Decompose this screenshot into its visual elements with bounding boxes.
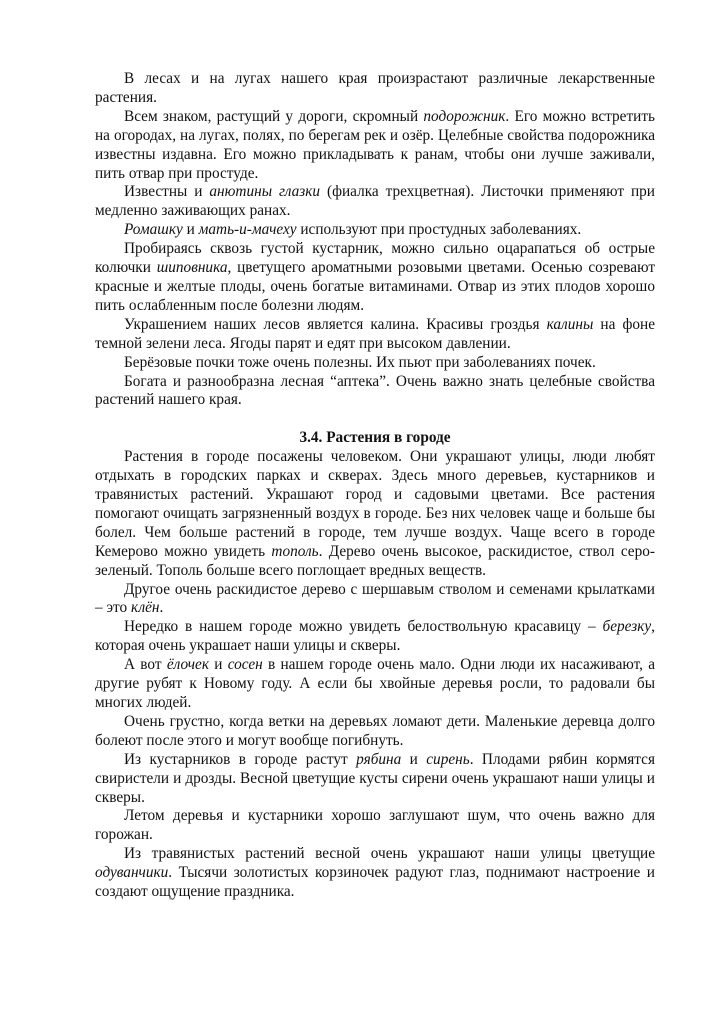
paragraph-text: на фоне темной зелени леса. Ягоды парят и едят при высоком давлении. — [95, 315, 655, 352]
italic-plant-name: клён — [131, 599, 160, 617]
paragraph-text: Берёзовые почки тоже очень полезны. Их пьют при заболеваниях почек. — [124, 353, 596, 371]
italic-plant-name: рябина — [356, 750, 402, 768]
paragraph — [95, 240, 655, 316]
italic-plant-name: ёлочек — [166, 656, 209, 674]
section-heading: 3.4. Растения в городе — [299, 429, 451, 447]
paragraph-text: используют при простудных заболеваниях. — [296, 221, 582, 239]
italic-plant-name: подорожник — [423, 107, 506, 125]
paragraph-text: Из травянистых растений весной очень украшают наши улицы цветущие — [124, 845, 655, 863]
paragraph — [95, 807, 655, 845]
paragraph — [95, 354, 655, 373]
paragraph — [95, 183, 655, 221]
paragraph — [95, 713, 655, 751]
paragraph-text: и — [182, 221, 199, 239]
italic-plant-name: калины — [546, 315, 594, 333]
section-city-plants — [95, 448, 655, 902]
paragraph — [95, 845, 655, 902]
paragraph-text: Нередко в нашем городе можно увидеть белоствольную красавицу – — [124, 618, 603, 636]
paragraph-text: . Тысячи золотистых корзиночек радуют глаз, поднимают настроение и создают ощущение праздника. — [95, 864, 655, 901]
italic-plant-name: сосен — [227, 656, 263, 674]
paragraph-text: Пробираясь сквозь густой кустарник, можно сильно оцарапаться об острые колючки — [95, 240, 655, 277]
paragraph-text: . Дерево очень высокое, раскидистое, ствол серо-зеленый. Тополь больше всего поглощает вредных веществ. — [95, 542, 655, 579]
paragraph-text: Украшением наших лесов является калина. Красивы гроздья — [124, 315, 547, 333]
paragraph-text: Всем знаком, растущий у дороги, скромный — [124, 107, 424, 125]
paragraph-text: и — [208, 656, 228, 674]
paragraph — [95, 316, 655, 354]
paragraph-text: Известны и — [124, 183, 210, 201]
italic-plant-name: мать-и-мачеху — [198, 221, 297, 239]
paragraph-text: Богата и разнообразна лесная “аптека”. Очень важно знать целебные свойства растений нашего края. — [95, 372, 655, 409]
paragraph — [95, 656, 655, 713]
paragraph-text: и — [401, 750, 427, 768]
paragraph-text: , которая очень украшает наши улицы и скверы. — [95, 618, 655, 655]
paragraph-text: Другое очень раскидистое дерево с шершавым стволом и семенами крылатками – это — [95, 580, 655, 617]
italic-plant-name: березку — [602, 618, 652, 636]
paragraph — [95, 618, 655, 656]
section-medicinal-plants — [95, 70, 655, 410]
italic-plant-name: Ромашку — [124, 221, 183, 239]
italic-plant-name: шиповника — [156, 259, 228, 277]
italic-plant-name: сирень — [426, 750, 470, 768]
paragraph-text: Летом деревья и кустарники хорошо заглушают шум, что очень важно для горожан. — [95, 807, 655, 844]
paragraph-text: Растения в городе посажены человеком. Они украшают улицы, люди любят отдыхать в городских парках и скверах. Здесь много деревьев, кустарников и травянистых растений. Украшают город и садовыми цветами. Все растения помогают очищать загрязненный воздух в городе. Без них человек чаще и больше бы болел. Чем больше растений в городе, тем лучше воздух. Чаще всего в городе Кемерово можно увидеть — [95, 448, 655, 560]
paragraph — [95, 70, 655, 108]
paragraph-text: . Плодами рябин кормятся свиристели и дрозды. Весной цветущие кусты сирени очень украшают наши улицы и скверы. — [95, 750, 655, 806]
paragraph-text: А вот — [124, 656, 167, 674]
document-page — [95, 70, 655, 902]
italic-plant-name: тополь — [271, 542, 319, 560]
italic-plant-name: одуванчики — [95, 864, 169, 882]
paragraph-text: Очень грустно, когда ветки на деревьях ломают дети. Маленькие деревца долго болеют после этого и могут вообще погибнуть. — [95, 712, 655, 749]
paragraph — [95, 581, 655, 619]
paragraph — [95, 373, 655, 411]
paragraph-text: в нашем городе очень мало. Одни люди их насаживают, а другие рубят к Новому году. А если бы хвойные деревья росли, то радовали бы многих людей. — [95, 656, 655, 711]
paragraph — [95, 221, 655, 240]
paragraph-text: . Его можно встретить на огородах, на лугах, полях, по берегам рек и озёр. Целебные свойства подорожника известны издавна. Его можно прикладывать к ранам, чтобы они лучше заживали, пить отвар при простуде. — [95, 107, 655, 182]
paragraph-text: , цветущего ароматными розовыми цветами. Осенью созревают красные и желтые плоды, очень богатые витаминами. Отвар из этих плодов хорошо пить ослабленным после болезни людям. — [95, 259, 656, 314]
paragraph — [95, 108, 655, 184]
italic-plant-name: анютины глазки — [209, 183, 321, 201]
paragraph — [95, 751, 655, 808]
paragraph-text: В лесах и на лугах нашего края произрастают различные лекарственные растения. — [95, 70, 655, 106]
paragraph-text: Из кустарников в городе растут — [124, 750, 357, 768]
paragraph-text: (фиалка трехцветная). Листочки применяют при медленно заживающих ранах. — [95, 183, 655, 220]
paragraph-text: . — [159, 599, 164, 617]
paragraph — [95, 448, 655, 580]
